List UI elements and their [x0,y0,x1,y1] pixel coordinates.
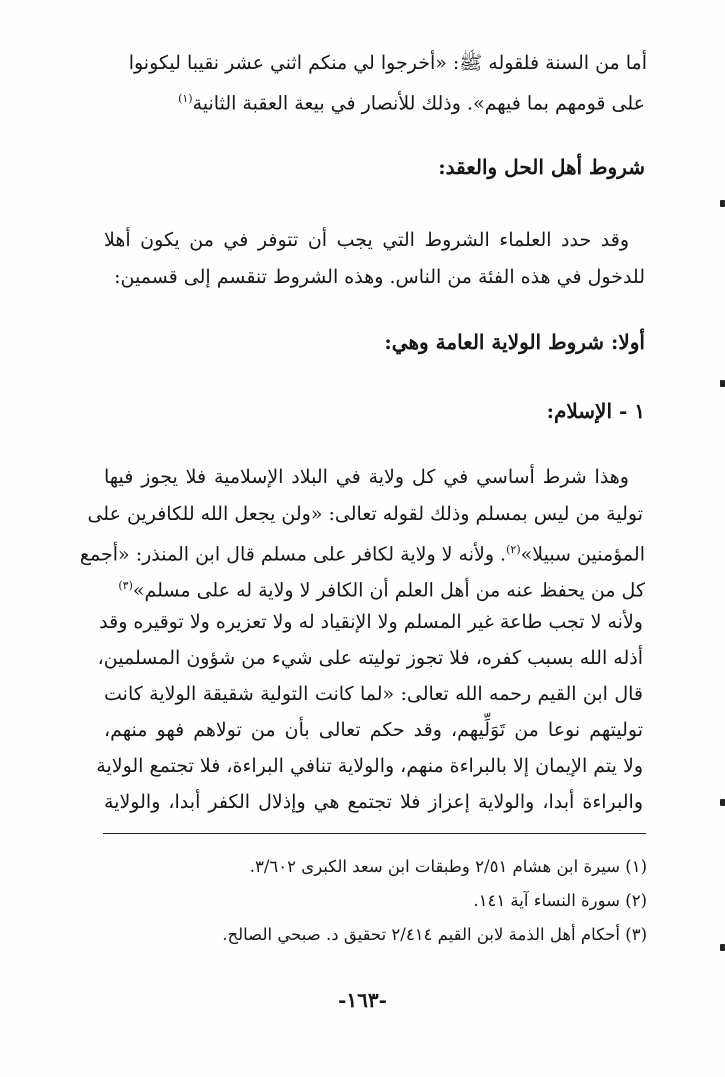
islam-line-3-quote: المؤمنين سبيلا» [520,543,645,566]
islam-line-4 [118,571,645,605]
footnote-3: (٣) أحكام أهل الذمة لابن القيم ٢/٤١٤ تحقيق د. صبحي الصالح. [222,925,647,944]
islam-line-5: ولأنه لا تجب طاعة غير المسلم ولا الإنقياد له ولا تعزيره ولا توقيره وقد [99,611,643,633]
islam-line-3-rest: . ولأنه لا ولاية لكافر على مسلم قال ابن المنذر: «أجمع [79,543,507,566]
islam-line-7: قال ابن القيم رحمه الله تعالى: «لما كانت التولية شقيقة الولاية كانت [104,683,643,705]
conditions-line-2: للدخول في هذه الفئة من الناس. وهذه الشروط تنقسم إلى قسمين: [114,266,645,288]
islam-line-2: تولية من ليس بمسلم وذلك لقوله تعالى: «ولن يجعل الله للكافرين على [87,503,643,525]
islam-line-3 [80,535,645,569]
scan-mark-1 [720,200,725,207]
section-heading-general: أولا: شروط الولاية العامة وهي: [384,330,645,354]
page-number: -١٦٣- [338,988,387,1012]
islam-line-4-text: كل من يحفظ عنه من أهل العلم أن الكافر لا ولاية له على مسلم» [132,579,645,602]
intro-line-2 [178,84,645,118]
conditions-line-1: وقد حدد العلماء الشروط التي يجب أن تتوفر في من يكون أهلا [104,229,629,251]
footnote-1: (١) سيرة ابن هشام ٢/٥١ وطبقات ابن سعد الكبرى ٣/٦٠٢. [249,857,647,876]
footnote-ref-2: (٢) [506,543,521,556]
section-heading-islam: ١ - الإسلام: [546,399,645,423]
footnote-ref-1: (١) [178,92,193,105]
scan-mark-2 [720,380,725,387]
scan-mark-3 [720,799,725,806]
footnote-separator [103,833,646,834]
islam-line-9: ولا يتم الإيمان إلا بالبراءة منهم، والولاية تنافي البراءة، فلا تجتمع الولاية [96,755,643,777]
islam-line-6: أذله الله بسبب كفره، فلا تجوز توليته على شيء من شؤون المسلمين، [97,647,643,669]
islam-line-8: توليتهم نوعا من تَوَلِّيهم، وقد حكم تعالى بأن من تولاهم فهو منهم، [104,719,643,741]
footnote-2: (٢) سورة النساء آية ١٤١. [473,891,647,910]
intro-line-1: أما من السنة فلقوله ﷺ: «أخرجوا لي منكم اثني عشر نقيبا ليكونوا [128,52,647,74]
islam-line-1: وهذا شرط أساسي في كل ولاية في البلاد الإسلامية فلا يجوز فيها [104,466,629,488]
section-heading-conditions: شروط أهل الحل والعقد: [438,155,645,179]
intro-line-2-text: على قومهم بما فيهم». وذلك للأنصار في بيعة العقبة الثانية [192,92,645,115]
islam-line-10: والبراءة أبدا، والولاية إعزاز فلا تجتمع هي وإذلال الكفر أبدا، والولاية [104,791,643,813]
scan-mark-4 [720,944,725,951]
footnote-ref-3: (٣) [118,579,133,592]
